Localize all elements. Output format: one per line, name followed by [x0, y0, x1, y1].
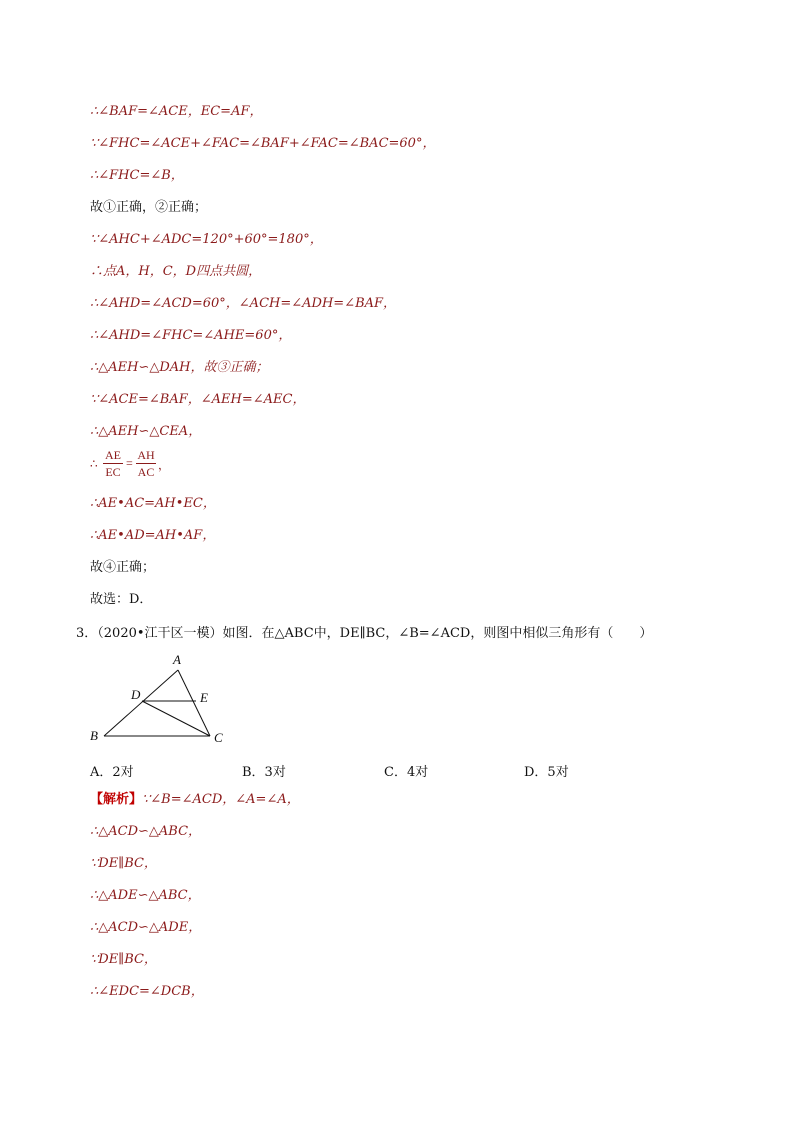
fraction-left-bar	[103, 463, 123, 464]
question-source: （2020•江干区一模）	[97, 626, 223, 641]
question-number: 3．	[76, 626, 98, 641]
fraction-right-numerator: AH	[137, 448, 155, 462]
analysis-line-3: ∵DE∥BC，	[90, 856, 157, 871]
fraction-prefix: ∴	[90, 457, 98, 471]
analysis-line-6: ∵DE∥BC，	[90, 952, 157, 967]
solution-line-6: ∴点A，H，C，D四点共圆，	[90, 264, 262, 279]
fraction-right-denominator: AC	[137, 465, 155, 479]
option-a: A．2对	[90, 765, 134, 780]
option-c: C．4对	[384, 765, 429, 780]
label-e: E	[200, 690, 208, 705]
segment-dc	[142, 701, 210, 736]
label-c: C	[214, 730, 223, 745]
option-b: B．3对	[242, 765, 286, 780]
solution-line-1: ∴∠BAF=∠ACE，EC=AF，	[90, 104, 263, 119]
label-d: D	[131, 687, 141, 702]
fraction-equals: =	[126, 456, 133, 470]
solution-line-10: ∵∠ACE=∠BAF，∠AEH=∠AEC，	[90, 392, 306, 407]
solution-line-11: ∴△AEH∽△CEA，	[90, 424, 202, 439]
solution-line-8: ∴∠AHD=∠FHC=∠AHE=60°，	[90, 328, 292, 343]
solution-line-13: ∴AE•AD=AH•AF，	[90, 528, 216, 543]
fraction-left-numerator: AE	[105, 448, 121, 462]
fraction-right-bar	[136, 463, 156, 464]
solution-line-9: ∴△AEH∽△DAH，故③正确；	[90, 360, 269, 375]
analysis-tag: 【解析】	[90, 792, 143, 807]
solution-line-3: ∴∠FHC=∠B，	[90, 168, 184, 183]
question-3	[76, 622, 652, 641]
label-a: A	[173, 652, 181, 667]
solution-line-15: 故选：D．	[90, 592, 153, 607]
analysis-line-7: ∴∠EDC=∠DCB，	[90, 984, 204, 999]
solution-line-2: ∵∠FHC=∠ACE+∠FAC=∠BAF+∠FAC=∠BAC=60°，	[90, 136, 436, 151]
solution-line-7: ∴∠AHD=∠ACD=60°，∠ACH=∠ADH=∠BAF，	[90, 296, 397, 311]
label-b: B	[90, 728, 98, 743]
fraction-left-denominator: EC	[105, 465, 121, 479]
solution-line-4: 故①正确，②正确；	[90, 200, 208, 215]
triangle-figure	[80, 648, 240, 748]
solution-line-14: 故④正确；	[90, 560, 156, 575]
analysis-line-2: ∴△ACD∽△ABC，	[90, 824, 202, 839]
analysis-line-4: ∴△ADE∽△ABC，	[90, 888, 201, 903]
question-text: 如图．在△ABC中，DE∥BC，∠B=∠ACD，则图中相似三角形有（ ）	[222, 626, 653, 641]
side-ab	[104, 670, 178, 736]
solution-line-5: ∵∠AHC+∠ADC=120°+60°=180°，	[90, 232, 323, 247]
solution-line-12: ∴AE•AC=AH•EC，	[90, 496, 216, 511]
analysis-line-1-text: ∵∠B=∠ACD，∠A=∠A，	[142, 792, 300, 807]
option-d: D．5对	[524, 765, 569, 780]
analysis-line-5: ∴△ACD∽△ADE，	[90, 920, 202, 935]
fraction-suffix: ，	[158, 458, 171, 472]
analysis-line-1	[90, 792, 300, 808]
